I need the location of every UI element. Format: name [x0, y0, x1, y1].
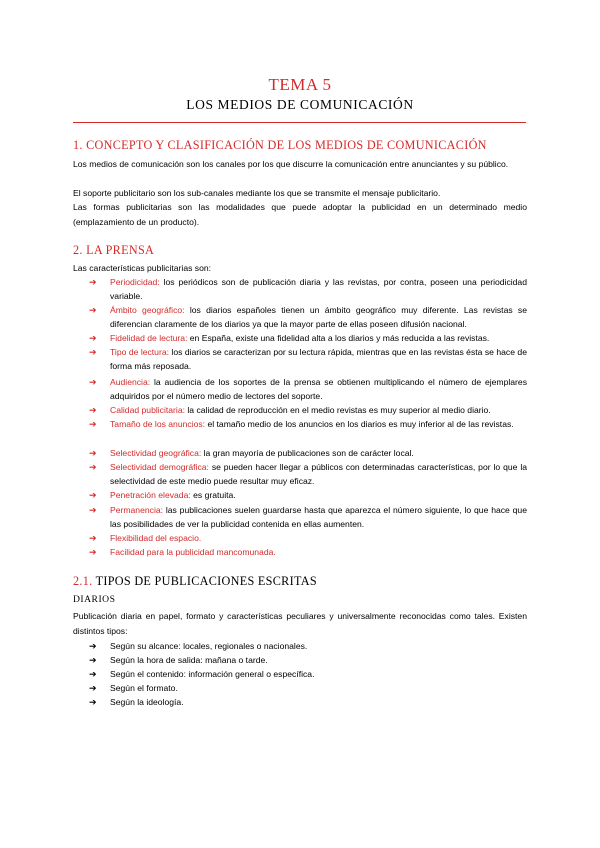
arrow-right-icon: ➔	[89, 462, 97, 472]
arrow-right-icon: ➔	[89, 683, 97, 693]
list-item	[89, 681, 527, 695]
arrow-right-icon: ➔	[89, 419, 97, 429]
list-item-term: Audiencia:	[110, 377, 151, 387]
arrow-right-icon: ➔	[89, 490, 97, 500]
section-2-1-number: 2.1.	[73, 574, 93, 588]
list-item-text: las publicaciones suelen guardarse hasta que aparezca el número siguiente, lo que hace que las posibilidades de ver la publicidad contenida en ellas aumenten.	[110, 505, 527, 529]
section-2-1-heading	[73, 574, 317, 589]
list-item	[89, 545, 527, 559]
list-item-term: Tamaño de los anuncios:	[110, 419, 206, 429]
list-item-term: Flexibilidad del espacio.	[110, 533, 202, 543]
list-item	[89, 460, 528, 488]
list-item-text: los periódicos son de publicación diaria y las revistas, por contra, poseen una periodicidad variable.	[110, 277, 527, 301]
subsection-title-diarios: DIARIOS	[73, 594, 116, 605]
list-item	[89, 503, 527, 531]
section-2-intro: Las características publicitarias son:	[73, 263, 212, 273]
list-item-term: Permanencia:	[110, 505, 164, 515]
list-item	[89, 446, 527, 460]
arrow-right-icon: ➔	[89, 533, 97, 543]
section-1-paragraph-1: Los medios de comunicación son los canales por los que discurre la comunicación entre anunciantes y su público.	[73, 159, 509, 169]
list-item-term: Calidad publicitaria:	[110, 405, 185, 415]
list-item	[89, 331, 527, 345]
list-item-text: la gran mayoría de publicaciones son de carácter local.	[201, 448, 414, 458]
list-item	[89, 375, 527, 403]
list-item	[89, 639, 527, 653]
list-item-term: Ámbito geográfico:	[110, 305, 185, 315]
list-item	[89, 403, 527, 417]
list-item-term: Facilidad para la publicidad mancomunada.	[110, 547, 276, 557]
section-2-1-paragraph: Publicación diaria en papel, formato y características peculiares y universalmente reconocidas como tales. Existen distintos tipos:	[73, 611, 527, 636]
section-2-heading: 2. LA PRENSA	[73, 243, 155, 257]
list-item	[89, 417, 527, 431]
list-item	[89, 488, 527, 502]
arrow-right-icon: ➔	[89, 505, 97, 515]
list-item	[89, 303, 528, 331]
list-item-text: Según la ideología.	[110, 697, 184, 707]
list-item-text: la audiencia de los soportes de la prensa se obtienen multiplicando el número de ejemplares adquiridos por el número medio de lectores del soporte.	[110, 377, 527, 401]
list-item-term: Tipo de lectura:	[110, 347, 169, 357]
list-item-text: se pueden hacer llegar a públicos con determinadas características, por lo que la selectividad de este medio puede resultar muy eficaz.	[110, 462, 528, 486]
list-item-text: es gratuita.	[190, 490, 236, 500]
list-item-term: Fidelidad de lectura:	[110, 333, 188, 343]
arrow-right-icon: ➔	[89, 277, 97, 287]
arrow-right-icon: ➔	[89, 377, 97, 387]
list-item	[89, 345, 527, 373]
list-item-text: Según la hora de salida: mañana o tarde.	[110, 655, 268, 665]
list-item-text: Según el contenido: información general o específica.	[110, 669, 315, 679]
list-item	[89, 667, 527, 681]
arrow-right-icon: ➔	[89, 669, 97, 679]
list-item-text: el tamaño medio de los anuncios en los diarios es muy inferior al de las revistas.	[205, 419, 514, 429]
arrow-right-icon: ➔	[89, 347, 97, 357]
arrow-right-icon: ➔	[89, 697, 97, 707]
list-item	[89, 695, 527, 709]
list-item-text: Según el formato.	[110, 683, 178, 693]
list-item-term: Selectividad demográfica:	[110, 462, 209, 472]
list-item	[89, 275, 527, 303]
arrow-right-icon: ➔	[89, 448, 97, 458]
list-item-text: los diarios se caracterizan por su lectura rápida, mientras que en las revistas ésta se hace de forma más reposada.	[110, 347, 527, 371]
section-2-1-title: TIPOS DE PUBLICACIONES ESCRITAS	[92, 574, 317, 588]
list-item-text: Según su alcance: locales, regionales o nacionales.	[110, 641, 308, 651]
page-subtitle: LOS MEDIOS DE COMUNICACIÓN	[186, 97, 414, 112]
list-item	[89, 653, 527, 667]
list-item-text: los diarios españoles tienen un ámbito geográfico muy diferente. Las revistas se diferencian claramente de los diarios ya que la mayor parte de ellas poseen difusión nacional.	[110, 305, 528, 329]
title-divider	[73, 122, 526, 123]
list-item-term: Penetración elevada:	[110, 490, 191, 500]
list-item	[89, 531, 527, 545]
arrow-right-icon: ➔	[89, 333, 97, 343]
section-1-paragraph-3: Las formas publicitarias son las modalidades que puede adoptar la publicidad en un determinado medio (emplazamiento de un producto).	[73, 202, 527, 227]
arrow-right-icon: ➔	[89, 305, 97, 315]
arrow-right-icon: ➔	[89, 655, 97, 665]
section-1-heading: 1. CONCEPTO Y CLASIFICACIÓN DE LOS MEDIOS DE COMUNICACIÓN	[73, 138, 487, 152]
list-item-text: la calidad de reproducción en el medio revistas es muy superior al medio diario.	[185, 405, 491, 415]
page-title: TEMA 5	[268, 75, 332, 94]
list-item-term: Periodicidad:	[110, 277, 160, 287]
arrow-right-icon: ➔	[89, 547, 97, 557]
section-1-paragraph-2: El soporte publicitario son los sub-canales mediante los que se transmite el mensaje publicitario.	[73, 188, 441, 198]
arrow-right-icon: ➔	[89, 641, 97, 651]
list-item-text: en España, existe una fidelidad alta a los diarios y más reducida a las revistas.	[187, 333, 490, 343]
list-item-term: Selectividad geográfica:	[110, 448, 202, 458]
arrow-right-icon: ➔	[89, 405, 97, 415]
